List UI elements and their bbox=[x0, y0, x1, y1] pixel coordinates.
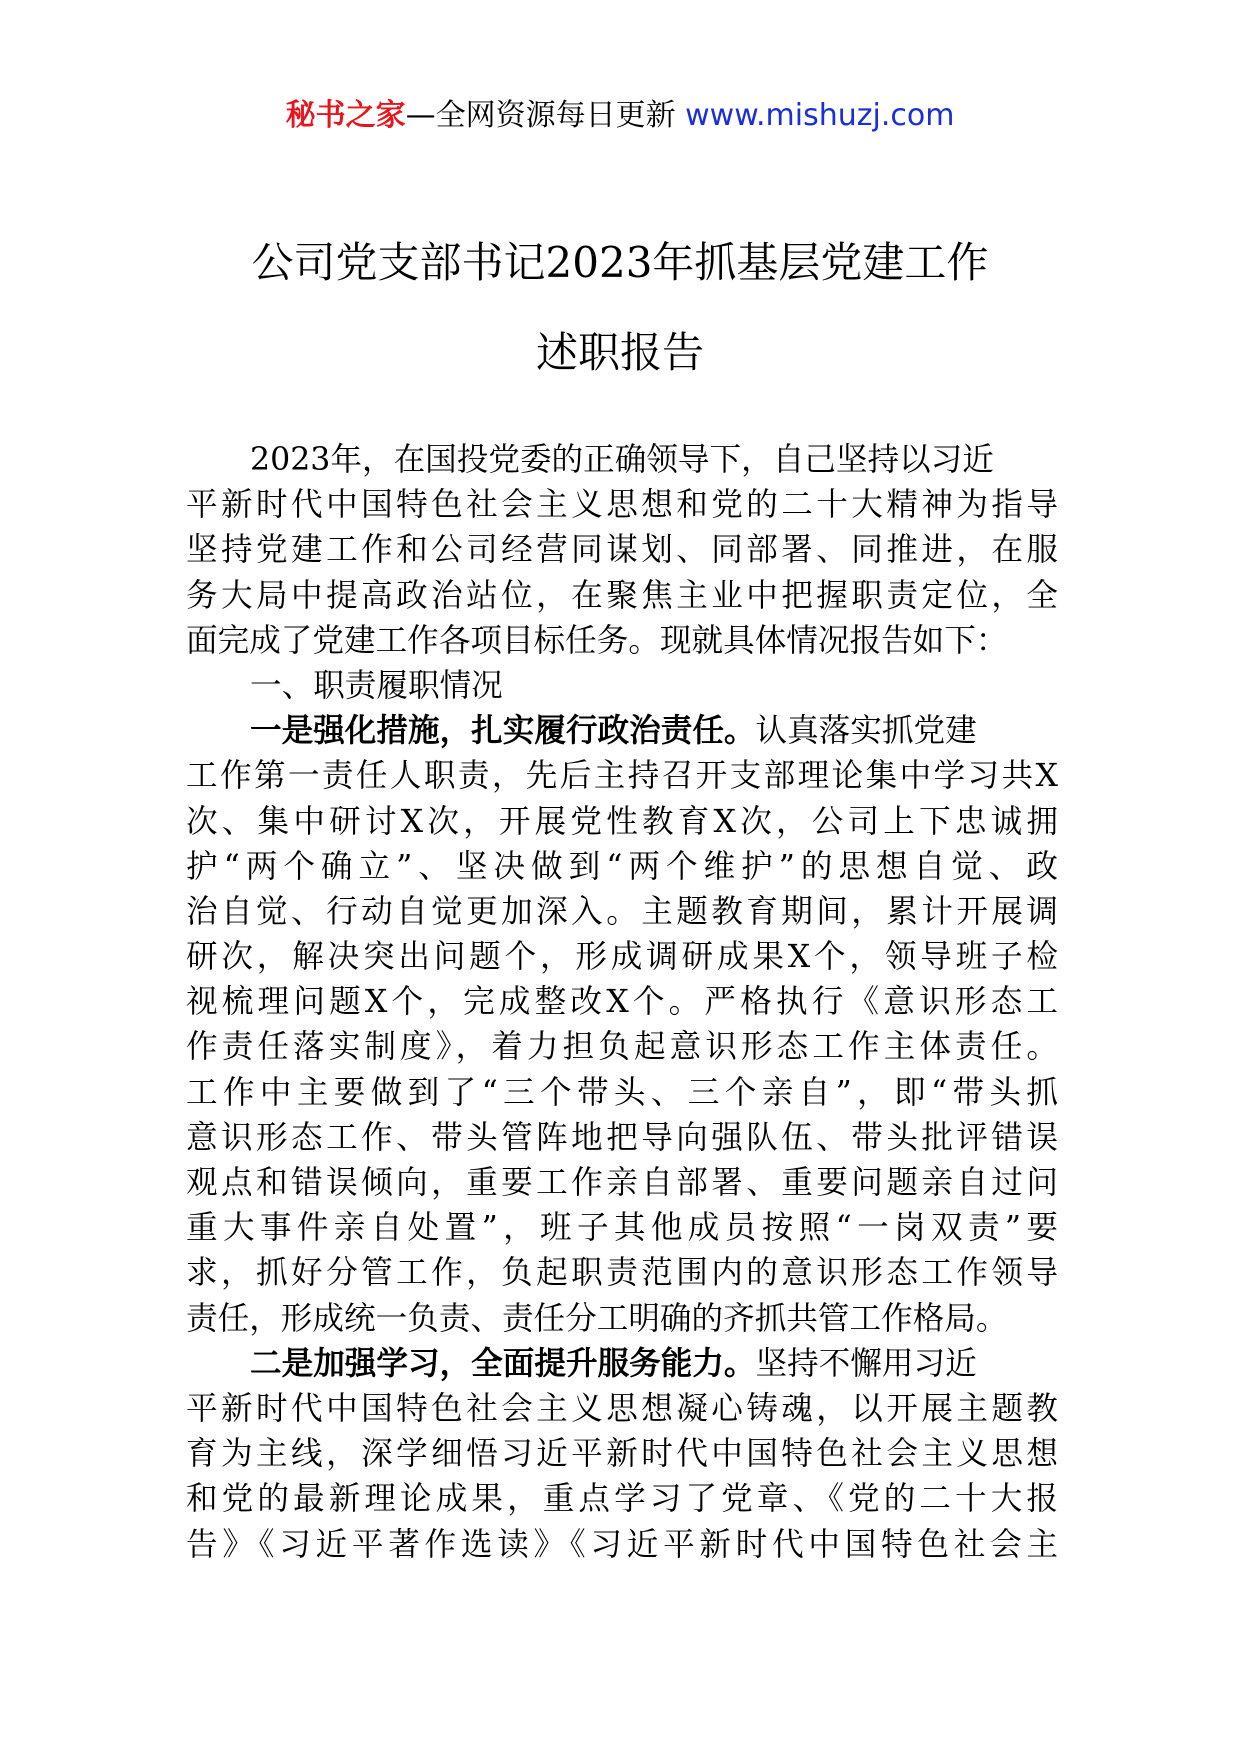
paragraph-line: 意识形态工作、带头管阵地把导向强队伍、带头批评错误 bbox=[186, 1119, 1058, 1156]
paragraph-line: 坚持党建工作和公司经营同谋划、同部署、同推进，在服 bbox=[186, 532, 1058, 569]
paragraph-line: 育为主线，深学细悟习近平新时代中国特色社会主义思想 bbox=[186, 1436, 1058, 1473]
brand-name: 秘书之家 bbox=[285, 98, 406, 133]
paragraph-text: 认真落实抓党建 bbox=[755, 713, 977, 750]
section-heading: 一、职责履职情况 bbox=[250, 667, 503, 704]
paragraph-line: 次、集中研讨X次，开展党性教育X次，公司上下忠诚拥 bbox=[186, 803, 1058, 840]
paragraph-line: 责任，形成统一负责、责任分工明确的齐抓共管工作格局。 bbox=[186, 1300, 1008, 1337]
paragraph-line: 和党的最新理论成果，重点学习了党章、《党的二十大报 bbox=[186, 1481, 1058, 1518]
paragraph-line: 治自觉、行动自觉更加深入。主题教育期间，累计开展调 bbox=[186, 893, 1058, 930]
document-body bbox=[186, 438, 1058, 1568]
document-title-line-1: 公司党支部书记2023年抓基层党建工作 bbox=[251, 238, 989, 287]
paragraph-line: 护“两个确立”、坚决做到“两个维护”的思想自觉、政 bbox=[186, 848, 1058, 885]
document-title-line-2: 述职报告 bbox=[535, 328, 704, 377]
paragraph-line: 作责任落实制度》，着力担负起意识形态工作主体责任。 bbox=[186, 1029, 1058, 1066]
paragraph-line: 平新时代中国特色社会主义思想凝心铸魂，以开展主题教 bbox=[186, 1390, 1058, 1427]
paragraph-text: 坚持不懈用习近 bbox=[755, 1345, 977, 1382]
paragraph-line: 平新时代中国特色社会主义思想和党的二十大精神为指导 bbox=[186, 487, 1058, 524]
paragraph-line bbox=[186, 1342, 1058, 1387]
paragraph-line bbox=[186, 709, 1058, 754]
banner-url[interactable]: www.mishuzj.com bbox=[685, 98, 955, 133]
bold-lead-2: 二是加强学习，全面提升服务能力。 bbox=[250, 1345, 756, 1382]
paragraph-line: 视梳理问题X个，完成整改X个。严格执行《意识形态工 bbox=[186, 984, 1058, 1021]
paragraph-line: 重大事件亲自处置”，班子其他成员按照“一岗双责”要 bbox=[186, 1210, 1058, 1247]
paragraph-line: 告》《习近平著作选读》《习近平新时代中国特色社会主 bbox=[186, 1526, 1058, 1563]
banner-tagline: —全网资源每日更新 bbox=[405, 98, 676, 133]
paragraph-line: 工作中主要做到了“三个带头、三个亲自”，即“带头抓 bbox=[186, 1074, 1058, 1111]
paragraph-line: 求，抓好分管工作，负起职责范围内的意识形态工作领导 bbox=[186, 1255, 1058, 1292]
paragraph-line: 面完成了党建工作各项目标任务。现就具体情况报告如下： bbox=[186, 622, 1008, 659]
paragraph-line: 工作第一责任人职责，先后主持召开支部理论集中学习共X bbox=[186, 758, 1058, 795]
paragraph-line: 2023年，在国投党委的正确领导下，自己坚持以习近 bbox=[250, 442, 994, 478]
site-banner bbox=[0, 96, 1240, 136]
bold-lead-1: 一是强化措施，扎实履行政治责任。 bbox=[250, 713, 756, 750]
paragraph-line: 务大局中提高政治站位，在聚焦主业中把握职责定位，全 bbox=[186, 577, 1058, 614]
paragraph-line: 研次，解决突出问题个，形成调研成果X个，领导班子检 bbox=[186, 939, 1058, 976]
paragraph-line: 观点和错误倾向，重要工作亲自部署、重要问题亲自过问 bbox=[186, 1165, 1058, 1201]
